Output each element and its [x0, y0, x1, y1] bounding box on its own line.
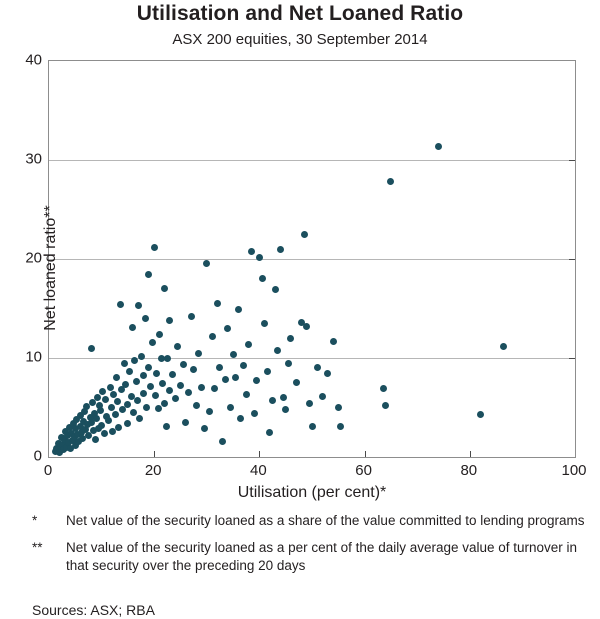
scatter-point: [319, 393, 326, 400]
scatter-point: [285, 360, 292, 367]
footnote-text: Net value of the security loaned as a share of the value committed to lending programs: [66, 513, 585, 528]
scatter-point: [98, 422, 105, 429]
scatter-point: [198, 384, 205, 391]
scatter-point: [274, 347, 281, 354]
scatter-point: [152, 392, 159, 399]
gridline: [49, 358, 575, 359]
scatter-point: [121, 360, 128, 367]
chart-title: Utilisation and Net Loaned Ratio: [136, 2, 464, 25]
scatter-point: [287, 335, 294, 342]
y-axis-tick: [569, 259, 575, 260]
scatter-point: [282, 406, 289, 413]
scatter-point: [143, 404, 150, 411]
scatter-point: [153, 370, 160, 377]
scatter-point: [93, 415, 100, 422]
scatter-point: [224, 325, 231, 332]
scatter-point: [149, 339, 156, 346]
scatter-point: [230, 351, 237, 358]
x-axis-tick: [365, 451, 366, 457]
scatter-point: [163, 423, 170, 430]
scatter-point: [166, 317, 173, 324]
scatter-point: [306, 400, 313, 407]
scatter-point: [151, 244, 158, 251]
scatter-point: [435, 143, 442, 150]
scatter-point: [280, 394, 287, 401]
scatter-point: [155, 405, 162, 412]
scatter-point: [293, 379, 300, 386]
scatter-point: [380, 385, 387, 392]
y-tick-label: 10: [25, 348, 42, 366]
scatter-point: [161, 400, 168, 407]
scatter-point: [232, 374, 239, 381]
scatter-point: [92, 436, 99, 443]
scatter-point: [145, 271, 152, 278]
scatter-point: [337, 423, 344, 430]
scatter-point: [500, 343, 507, 350]
scatter-point: [206, 408, 213, 415]
scatter-point: [188, 313, 195, 320]
scatter-point: [251, 410, 258, 417]
y-tick-label: 40: [25, 51, 42, 69]
scatter-point: [237, 415, 244, 422]
scatter-point: [330, 338, 337, 345]
scatter-point: [211, 385, 218, 392]
footnote: [32, 539, 592, 575]
footnote-marker: *: [32, 513, 38, 528]
y-axis-tick-labels: [0, 51, 42, 465]
y-axis-tick: [569, 160, 575, 161]
scatter-point: [272, 286, 279, 293]
scatter-point: [180, 361, 187, 368]
scatter-point: [159, 380, 166, 387]
scatter-point: [147, 383, 154, 390]
scatter-point: [108, 404, 115, 411]
plot-area: [48, 60, 576, 458]
scatter-point: [240, 362, 247, 369]
x-tick-label: 0: [43, 462, 53, 479]
scatter-point: [248, 248, 255, 255]
scatter-point: [201, 425, 208, 432]
scatter-point: [140, 372, 147, 379]
scatter-point: [140, 390, 147, 397]
scatter-point: [166, 387, 173, 394]
scatter-point: [227, 404, 234, 411]
scatter-point: [182, 419, 189, 426]
scatter-point: [169, 371, 176, 378]
scatter-point: [222, 376, 229, 383]
scatter-point: [245, 341, 252, 348]
x-tick-label: 40: [250, 462, 267, 479]
scatter-point: [303, 323, 310, 330]
y-tick-label: 20: [25, 249, 42, 267]
scatter-point: [142, 315, 149, 322]
gridline: [49, 259, 575, 260]
scatter-point: [243, 391, 250, 398]
scatter-point: [190, 366, 197, 373]
scatter-point: [126, 368, 133, 375]
scatter-point: [156, 331, 163, 338]
scatter-point: [269, 397, 276, 404]
scatter-point: [161, 285, 168, 292]
y-tick-label: 0: [33, 447, 42, 465]
scatter-point: [382, 402, 389, 409]
scatter-point: [216, 364, 223, 371]
scatter-point: [115, 424, 122, 431]
scatter-point: [107, 384, 114, 391]
y-tick-label: 30: [25, 150, 42, 168]
scatter-point: [133, 378, 140, 385]
scatter-point: [113, 374, 120, 381]
scatter-point: [219, 438, 226, 445]
footnote-text: Net value of the security loaned as a per cent of the daily average value of turnover in that security over the preceding 20 days: [66, 540, 578, 574]
x-tick-label: 60: [355, 462, 372, 479]
scatter-point: [193, 402, 200, 409]
scatter-point: [164, 355, 171, 362]
scatter-point: [335, 404, 342, 411]
scatter-point: [88, 345, 95, 352]
scatter-point: [195, 350, 202, 357]
scatter-point: [172, 395, 179, 402]
scatter-point: [131, 357, 138, 364]
scatter-point: [277, 246, 284, 253]
y-axis-title: Net loaned ratio**: [42, 205, 59, 331]
scatter-point: [122, 381, 129, 388]
scatter-point: [124, 420, 131, 427]
scatter-point: [266, 429, 273, 436]
scatter-point: [235, 306, 242, 313]
x-tick-label: 100: [561, 462, 587, 479]
scatter-point: [145, 364, 152, 371]
scatter-point: [203, 260, 210, 267]
scatter-point: [324, 370, 331, 377]
scatter-point: [117, 301, 124, 308]
footnotes: [32, 512, 592, 584]
scatter-point: [253, 377, 260, 384]
scatter-point: [130, 409, 137, 416]
scatter-point: [214, 300, 221, 307]
scatter-point: [177, 382, 184, 389]
x-tick-label: 80: [460, 462, 478, 479]
scatter-point: [134, 397, 141, 404]
scatter-point: [102, 396, 109, 403]
x-axis-title: Utilisation (per cent)*: [237, 484, 387, 501]
scatter-point: [256, 254, 263, 261]
scatter-point: [112, 411, 119, 418]
x-tick-label: 20: [144, 462, 162, 479]
scatter-point: [97, 407, 104, 414]
scatter-point: [135, 302, 142, 309]
gridline: [49, 160, 575, 161]
scatter-point: [94, 394, 101, 401]
x-axis-tick: [154, 451, 155, 457]
scatter-point: [136, 415, 143, 422]
scatter-point: [114, 398, 121, 405]
scatter-point: [185, 389, 192, 396]
scatter-point: [264, 368, 271, 375]
scatter-point: [309, 423, 316, 430]
y-axis-tick: [569, 358, 575, 359]
scatter-point: [387, 178, 394, 185]
footnote: [32, 512, 592, 530]
scatter-point: [314, 364, 321, 371]
scatter-point: [261, 320, 268, 327]
scatter-point: [129, 324, 136, 331]
x-axis-tick: [259, 451, 260, 457]
footnote-marker: **: [32, 540, 43, 556]
scatter-point: [174, 343, 181, 350]
scatter-point: [138, 353, 145, 360]
scatter-point: [209, 333, 216, 340]
scatter-point: [124, 401, 131, 408]
scatter-point: [99, 388, 106, 395]
scatter-point: [259, 275, 266, 282]
sources-line: Sources: ASX; RBA: [32, 602, 155, 618]
scatter-point: [477, 411, 484, 418]
chart-subtitle: ASX 200 equities, 30 September 2014: [172, 31, 428, 48]
scatter-point: [105, 417, 112, 424]
scatter-point: [301, 231, 308, 238]
x-axis-tick: [470, 451, 471, 457]
scatter-point: [101, 430, 108, 437]
x-axis-tick-labels: [43, 462, 587, 482]
